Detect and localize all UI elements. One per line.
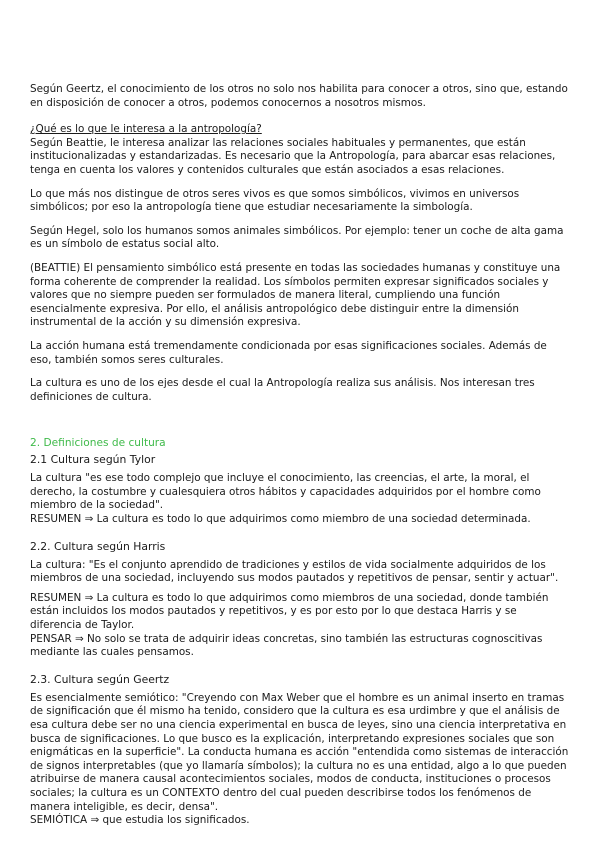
subheading-tylor: 2.1 Cultura según Tylor <box>30 453 156 467</box>
question-heading: ¿Qué es lo que le interesa a la antropología? <box>30 123 262 136</box>
paragraph-culture-axes: La cultura es uno de los ejes desde el cual la Antropología realiza sus análisis. Nos interesan tres definiciones de cultura. <box>30 377 535 403</box>
paragraph-geertz-intro: Según Geertz, el conocimiento de los otros no solo nos habilita para conocer a otros, sino que, estando en disposición de conocer a otros, podemos conocernos a nosotros mismos. <box>30 83 568 109</box>
paragraph-geertz-semiotica: SEMIÓTICA ⇒ que estudia los significados. <box>30 814 250 827</box>
paragraph-geertz-definition: Es esencialmente semiótico: "Creyendo con Max Weber que el hombre es un animal inserto en tramas de significación que él mismo ha tenido, considero que la cultura es esa urdimbre y que el análisis de esa cultura debe ser no una ciencia experimental en busca de leyes, sino una ciencia interpretativa en busca de significaciones. Lo que busco es la explicación, interpretando expresiones sociales que son enigmáticas en la superficie". La conducta humana es acción "entendida como sistemas de interacción de signos interpretables (que yo llamaría símbolos); la cultura no es una entidad, algo a lo que pueden atribuirse de manera causal acontecimientos sociales, modos de conducta, instituciones o procesos sociales; la cultura es un CONTEXTO dentro del cual pueden describirse todos los fenómenos de manera inteligible, es decir, densa". <box>30 691 569 813</box>
paragraph-human-action: La acción humana está tremendamente condicionada por esas significaciones sociales. Además de eso, también somos seres culturales. <box>30 339 547 366</box>
paragraph-tylor-definition: La cultura "es ese todo complejo que incluye el conocimiento, las creencias, el arte, la moral, el derecho, la costumbre y cualesquiera otros hábitos y capacidades adquiridos por el hombre como miembro de la sociedad". <box>30 472 541 512</box>
paragraph-harris-definition: La cultura: "Es el conjunto aprendido de tradiciones y estilos de vida socialmente adquiridos de los miembros de una sociedad, incluyendo sus modos pautados y repetitivos de pensar, sentir y actuar". <box>30 558 559 585</box>
paragraph-harris-pensar: PENSAR ⇒ No solo se trata de adquirir ideas concretas, sino también las estructuras cognoscitivas mediante las cuales pensamos. <box>30 632 543 659</box>
subheading-geertz: 2.3. Cultura según Geertz <box>30 672 170 686</box>
section-title-definitions: 2. Definiciones de cultura <box>30 437 166 450</box>
paragraph-tylor-resumen: RESUMEN ⇒ La cultura es todo lo que adquirimos como miembro de una sociedad determinada. <box>30 513 531 526</box>
subheading-harris: 2.2. Cultura según Harris <box>30 539 166 553</box>
paragraph-beattie-relations: Según Beattie, le interesa analizar las relaciones sociales habituales y permanentes, que están institucionalizadas y estandarizadas. Es necesario que la Antropología, para abarcar esas relaciones, tenga en cuenta los valores y contenidos culturales que están asociados a esas relaciones. <box>30 136 556 176</box>
paragraph-beattie-symbolic: (BEATTIE) El pensamiento simbólico está presente en todas las sociedades humanas y constituye una forma coherente de comprender la realidad. Los símbolos permiten expresar significados sociales y valores que no siempre pueden ser formulados de manera literal, cumpliendo una función esencialmente expresiva. Por ello, el análisis antropológico debe distinguir entre la dimensión instrumental de la acción y su dimensión expresiva. <box>30 261 561 329</box>
paragraph-symbolic-beings: Lo que más nos distingue de otros seres vivos es que somos simbólicos, vivimos en universos simbólicos; por eso la antropología tiene que estudiar necesariamente la simbología. <box>30 187 520 214</box>
paragraph-hegel: Según Hegel, solo los humanos somos animales simbólicos. Por ejemplo: tener un coche de alta gama es un símbolo de estatus social alto. <box>30 224 564 251</box>
paragraph-harris-resumen: RESUMEN ⇒ La cultura es todo lo que adquirimos como miembros de una sociedad, donde también están incluidos los modos pautados y repetitivos, y es por esto por lo que destaca Harris y se diferencia de Taylor. <box>30 591 549 632</box>
